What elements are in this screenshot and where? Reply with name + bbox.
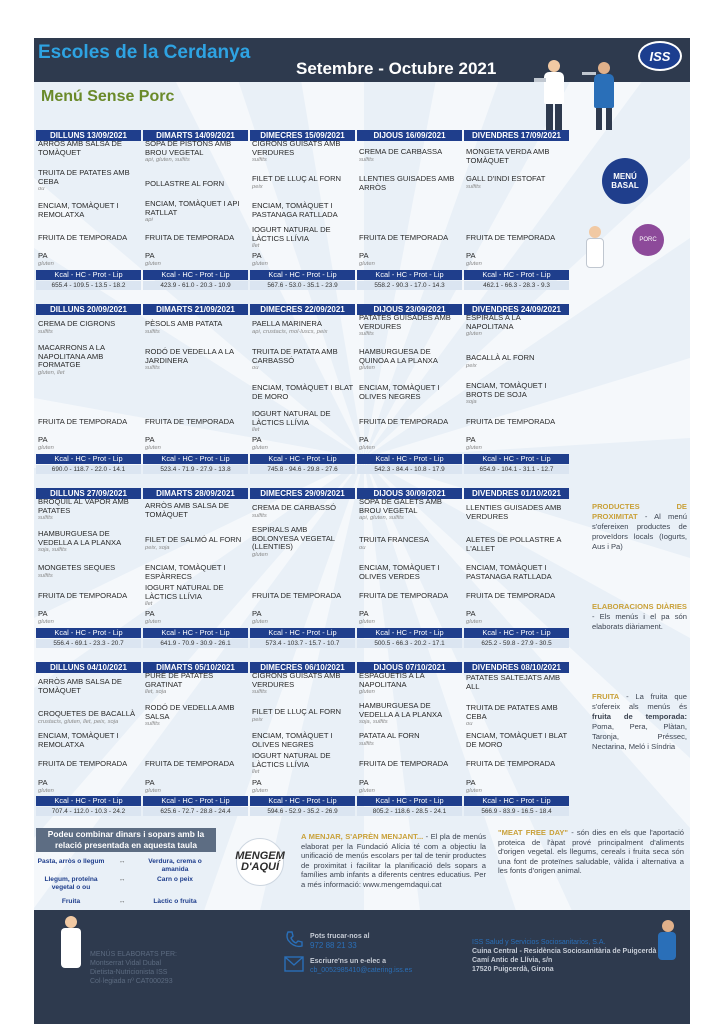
dish: IOGURT NATURAL DE LÀCTICS LLÍVIA llet: [252, 409, 331, 434]
dish: PA gluten: [359, 251, 375, 267]
chef-illustration: [582, 224, 608, 272]
day-header: DIMECRES 22/09/2021: [250, 304, 355, 315]
nutrition-header: Kcal - HC - Prot - Lip: [250, 628, 355, 638]
day-column: [250, 488, 355, 647]
day-header: DIVENDRES 08/10/2021: [464, 662, 569, 673]
dish: FRUITA DE TEMPORADA: [38, 759, 128, 768]
dish: PA gluten: [359, 609, 375, 625]
footer: [34, 910, 690, 1024]
dish: ENCIAM, TOMÀQUET I ESPÀRRECS: [145, 563, 226, 581]
nutrition-header: Kcal - HC - Prot - Lip: [36, 454, 141, 464]
dish: MONGETA VERDA AMB TOMÀQUET: [466, 147, 550, 165]
nutrition-values: 594.6 - 52.9 - 35.2 - 26.9: [250, 807, 355, 816]
dish: PA gluten: [466, 609, 482, 625]
day-column: [464, 130, 569, 289]
nutrition-values: 745.8 - 94.6 - 29.8 - 27.6: [250, 465, 355, 474]
dish: ESPIRALS A LA NAPOLITANA gluten: [466, 313, 521, 338]
nutrition-header: Kcal - HC - Prot - Lip: [250, 454, 355, 464]
dish: TRUITA DE PATATES AMB CEBA ou: [466, 703, 558, 728]
daily-note: ELABORACIONS DIÀRIES - Els menús i el pa són elaborats diàriament.: [592, 602, 687, 631]
day-header: DIJOUS 07/10/2021: [357, 662, 462, 673]
dish: PA gluten: [466, 251, 482, 267]
day-header: DIVENDRES 24/09/2021: [464, 304, 569, 315]
nutrition-values: 462.1 - 66.3 - 28.3 - 9.3: [464, 281, 569, 290]
nutrition-values: 523.4 - 71.9 - 27.9 - 13.8: [143, 465, 248, 474]
dish: CREMA DE CARBASSA sulfits: [359, 147, 443, 163]
day-header: DILLUNS 20/09/2021: [36, 304, 141, 315]
menu-sheet: [34, 38, 690, 1024]
dish: ARRÒS AMB SALSA DE TOMÀQUET: [38, 677, 122, 695]
day-header: DIMARTS 21/09/2021: [143, 304, 248, 315]
dish: PA gluten: [38, 778, 54, 794]
dish: FRUITA DE TEMPORADA: [466, 417, 556, 426]
nutrition-values: 542.3 - 84.4 - 10.8 - 17.9: [357, 465, 462, 474]
nutrition-values: 566.9 - 83.9 - 16.5 - 18.4: [464, 807, 569, 816]
nutrition-header: Kcal - HC - Prot - Lip: [250, 796, 355, 806]
nutrition-header: Kcal - HC - Prot - Lip: [36, 270, 141, 280]
day-column: [250, 130, 355, 289]
nutrition-values: 641.9 - 70.9 - 30.9 - 26.1: [143, 639, 248, 648]
dish: GALL D'INDI ESTOFAT sulfits: [466, 174, 546, 190]
day-column: [357, 304, 462, 473]
dish: ARRÒS AMB SALSA DE TOMÀQUET: [145, 501, 229, 519]
dish: PA gluten: [252, 609, 268, 625]
dish: PATATA AL FORN sulfits: [359, 731, 420, 747]
dish: PA gluten: [466, 435, 482, 451]
dish: FRUITA DE TEMPORADA: [145, 233, 235, 242]
dish: BACALLÀ AL FORN peix: [466, 353, 535, 369]
dish: TRUITA FRANCESA ou: [359, 535, 429, 551]
dish: PATATES SALTEJATS AMB ALL: [466, 673, 561, 691]
dish: ENCIAM, TOMÀQUET I REMOLATXA: [38, 201, 119, 219]
nutrition-header: Kcal - HC - Prot - Lip: [36, 628, 141, 638]
dish: ENCIAM, TOMÀQUET I OLIVES NEGRES: [359, 383, 440, 401]
nutrition-header: Kcal - HC - Prot - Lip: [357, 796, 462, 806]
dish: FRUITA DE TEMPORADA: [359, 759, 449, 768]
dish: CREMA DE CARBASSÓ sulfits: [252, 503, 336, 519]
dish: ENCIAM, TOMÀQUET I BLAT DE MORO: [252, 383, 353, 401]
day-column: [143, 304, 248, 473]
nutrition-values: 655.4 - 109.5 - 13.5 - 18.2: [36, 281, 141, 290]
day-column: [36, 488, 141, 647]
nutrition-values: 625.2 - 59.8 - 27.9 - 30.5: [464, 639, 569, 648]
dish: ENCIAM, TOMÀQUET I BLAT DE MORO: [466, 731, 567, 749]
day-header: DILLUNS 13/09/2021: [36, 130, 141, 141]
dish: PA gluten: [359, 778, 375, 794]
menu-basal-badge: MENÚ BASAL: [602, 158, 648, 204]
dish: SOPA DE PISTONS AMB BROU VEGETAL api, gluten, sulfits: [145, 139, 232, 164]
dish: HAMBURGUESA DE VEDELLA A LA PLANXA soja, sulfits: [359, 701, 443, 726]
dish: RODÓ DE VEDELLA A LA JARDINERA sulfits: [145, 347, 234, 372]
day-header: DILLUNS 04/10/2021: [36, 662, 141, 673]
dish: ESPAGUETIS A LA NAPOLITANA gluten: [359, 671, 425, 696]
day-header: DIMECRES 29/09/2021: [250, 488, 355, 499]
nutrition-values: 654.9 - 104.1 - 31.1 - 12.7: [464, 465, 569, 474]
dish: RODÓ DE VEDELLA AMB SALSA sulfits: [145, 703, 235, 728]
nutrition-header: Kcal - HC - Prot - Lip: [143, 270, 248, 280]
day-header: DIMARTS 14/09/2021: [143, 130, 248, 141]
day-header: DIMARTS 28/09/2021: [143, 488, 248, 499]
dish: FRUITA DE TEMPORADA: [359, 233, 449, 242]
dish: PAELLA MARINERA api, crustacis, mol·luscs, peix: [252, 319, 328, 335]
dish: LLENTIES GUISADES AMB VERDURES: [466, 503, 562, 521]
day-column: [464, 662, 569, 815]
iss-logo: ISS: [638, 41, 682, 71]
email-address[interactable]: cb_0052985410@catering.iss.es: [310, 967, 413, 974]
dish: ENCIAM, TOMÀQUET I PASTANAGA RATLLADA: [252, 201, 338, 219]
double-arrow-icon: ↔: [118, 858, 126, 865]
day-column: [357, 130, 462, 289]
proximity-note: PRODUCTES DE PROXIMITAT - Al menú s'ofereixen productes de proveïdors locals (Iogurts, Aus i Pa): [592, 502, 687, 551]
team-line: Dietista-Nutricionista ISS: [90, 969, 168, 976]
day-header: DIMARTS 05/10/2021: [143, 662, 248, 673]
nutrition-header: Kcal - HC - Prot - Lip: [143, 796, 248, 806]
waiter-illustration: [534, 60, 574, 132]
day-header: DIMECRES 06/10/2021: [250, 662, 355, 673]
company-line: 17520 Puigcerdà, Girona: [472, 966, 554, 973]
day-header: DIVENDRES 01/10/2021: [464, 488, 569, 499]
combination-table: Podeu combinar dinars i sopars amb la relació presentada en aquesta taula Pasta, arròs o llegum ↔ Verdura, crema o amanida Llegum, proteïna vegetal o ou ↔ Carn o peix Fruita ↔ Làctic o fruita: [36, 828, 286, 908]
dish: ARRÒS AMB SALSA DE TOMÀQUET: [38, 139, 122, 157]
menu-period: Setembre - Octubre 2021: [296, 59, 497, 78]
nutrition-header: Kcal - HC - Prot - Lip: [250, 270, 355, 280]
nutrition-values: 500.5 - 66.3 - 20.2 - 17.1: [357, 639, 462, 648]
nutrition-values: 423.9 - 61.0 - 20.3 - 10.9: [143, 281, 248, 290]
dish: PA gluten: [145, 609, 161, 625]
dish: PA gluten: [252, 778, 268, 794]
school-name: Escoles de la Cerdanya: [38, 42, 251, 63]
nutrition-header: Kcal - HC - Prot - Lip: [143, 628, 248, 638]
company-line: Cuina Central - Residència Sociosanitària de Puigcerdà: [472, 948, 657, 955]
nutritionist-illustration: [58, 916, 84, 976]
nutrition-values: 690.0 - 118.7 - 22.0 - 14.1: [36, 465, 141, 474]
team-line: Montserrat Vidal Dubal: [90, 960, 162, 967]
day-column: [250, 662, 355, 815]
dish: FILET DE LLUÇ AL FORN peix: [252, 174, 342, 190]
waitress-illustration: [582, 60, 626, 132]
dish: FRUITA DE TEMPORADA: [466, 591, 556, 600]
dish: ALETES DE POLLASTRE A L'ALLET: [466, 535, 561, 553]
team-line: Col·legiada nº CAT000293: [90, 978, 173, 985]
meat-free-day-note: "MEAT FREE DAY" - són dies en els que l'aportació proteica de l'àpat prové principalment d'aliments d'origen vegetal. els llegums, cereals i fruita seca són una font de proteïnes saludable, vàlida i alternativa a les fonts d'origen animal.: [498, 828, 684, 876]
day-column: [464, 488, 569, 647]
dish: PURÉ DE PATATES GRATINAT llet, soja: [145, 671, 214, 696]
double-arrow-icon: ↔: [118, 876, 126, 883]
dish: CREMA DE CIGRONS sulfits: [38, 319, 116, 335]
dish: TRUITA DE PATATES AMB CEBA ou: [38, 168, 130, 193]
dish: HAMBURGUESA DE VEDELLA A LA PLANXA soja, sulfits: [38, 529, 122, 554]
dish: FRUITA DE TEMPORADA: [359, 417, 449, 426]
nutrition-header: Kcal - HC - Prot - Lip: [143, 454, 248, 464]
dish: IOGURT NATURAL DE LÀCTICS LLÍVIA llet: [145, 583, 224, 608]
company-line: Camí Antic de Llívia, s/n: [472, 957, 553, 964]
day-header: DIVENDRES 17/09/2021: [464, 130, 569, 141]
dish: CROQUETES DE BACALLÀ crustacis, gluten, llet, peix, soja: [38, 709, 136, 725]
dish: FRUITA DE TEMPORADA: [145, 417, 235, 426]
phone-icon: [284, 930, 304, 950]
day-header: DIJOUS 30/09/2021: [357, 488, 462, 499]
nutrition-values: 556.4 - 69.1 - 23.3 - 20.7: [36, 639, 141, 648]
nutrition-header: Kcal - HC - Prot - Lip: [464, 454, 569, 464]
dish: PA gluten: [38, 435, 54, 451]
dish: POLLASTRE AL FORN: [145, 179, 225, 188]
nutrition-header: Kcal - HC - Prot - Lip: [36, 796, 141, 806]
dish: MONGETES SEQUES sulfits: [38, 563, 116, 579]
nutrition-values: 707.4 - 112.0 - 10.3 - 24.2: [36, 807, 141, 816]
dish: FRUITA DE TEMPORADA: [38, 591, 128, 600]
double-arrow-icon: ↔: [118, 898, 126, 905]
mengem-daqui-logo: MENGEM D'AQUÍ: [236, 838, 284, 886]
phone-number[interactable]: 972 88 21 33: [310, 941, 357, 950]
nutrition-values: 805.2 - 118.6 - 28.5 - 24.1: [357, 807, 462, 816]
email-label: Escriure'ns un e-elec a: [310, 958, 386, 965]
dish: ENCIAM, TOMÀQUET I PASTANAGA RATLLADA: [466, 563, 552, 581]
day-column: [36, 304, 141, 473]
dish: FRUITA DE TEMPORADA: [466, 759, 556, 768]
day-column: [143, 488, 248, 647]
dish: ENCIAM, TOMÀQUET I OLIVES NEGRES: [252, 731, 333, 749]
dish: PA gluten: [38, 251, 54, 267]
dish: IOGURT NATURAL DE LÀCTICS LLÍVIA llet: [252, 225, 331, 250]
dish: FRUITA DE TEMPORADA: [252, 591, 342, 600]
day-header: DIJOUS 23/09/2021: [357, 304, 462, 315]
dish: ENCIAM, TOMÀQUET I OLIVES VERDES: [359, 563, 440, 581]
team-line: MENÚS ELABORATS PER:: [90, 951, 178, 958]
dish: ENCIAM, TOMÀQUET I BROTS DE SOJA soja: [466, 381, 547, 406]
dish: FILET DE SALMÓ AL FORN peix, soja: [145, 535, 242, 551]
nutrition-header: Kcal - HC - Prot - Lip: [357, 270, 462, 280]
dish: PÈSOLS AMB PATATA sulfits: [145, 319, 223, 335]
dish: IOGURT NATURAL DE LÀCTICS LLÍVIA llet: [252, 751, 331, 776]
day-header: DIMECRES 15/09/2021: [250, 130, 355, 141]
day-column: [143, 662, 248, 815]
dish: PA gluten: [359, 435, 375, 451]
fruit-note: FRUITA - La fruita que s'ofereix als menús és fruita de temporada: Poma, Pera, Plàtan, Taronja, Préssec, Nectarina, Meló i Síndria: [592, 692, 687, 751]
nutrition-values: 625.6 - 72.7 - 28.8 - 24.4: [143, 807, 248, 816]
day-column: [357, 662, 462, 815]
dish: MACARRONS A LA NAPOLITANA AMB FORMATGE gluten, llet: [38, 343, 105, 376]
dish: FRUITA DE TEMPORADA: [359, 591, 449, 600]
learn-eating-note: A MENJAR, S'APRÈN MENJANT... - El pla de menús elaborat per la Fundació Alícia té com a objectiu la unificació de menús escolars per tal de tenir productes de proximitat i facilitar la planificació dels sopars a famílies amb infants a diferents centres educatius. Per a més informació: www.mengemdaqui.cat: [301, 832, 486, 889]
dish: PA gluten: [38, 609, 54, 625]
nutrition-header: Kcal - HC - Prot - Lip: [464, 628, 569, 638]
nutrition-header: Kcal - HC - Prot - Lip: [357, 628, 462, 638]
day-column: [143, 130, 248, 289]
dish: PA gluten: [145, 778, 161, 794]
dish: LLENTIES GUISADES AMB ARRÒS: [359, 174, 455, 192]
dish: FRUITA DE TEMPORADA: [145, 759, 235, 768]
call-label: Pots trucar-nos al: [310, 933, 370, 940]
no-pork-badge: PORC: [632, 224, 664, 256]
dish: PA gluten: [145, 435, 161, 451]
dish: PA gluten: [145, 251, 161, 267]
mail-icon: [284, 956, 304, 972]
dish: FRUITA DE TEMPORADA: [466, 233, 556, 242]
day-column: [250, 304, 355, 473]
nutrition-values: 558.2 - 90.3 - 17.0 - 14.3: [357, 281, 462, 290]
dish: CIGRONS GUISATS AMB VERDURES sulfits: [252, 671, 341, 696]
dish: FILET DE LLUÇ AL FORN peix: [252, 707, 342, 723]
dish: ESPIRALS AMB BOLONYESA VEGETAL (LLENTIES) gluten: [252, 525, 335, 558]
dish: SOPA DE GALETS AMB BROU VEGETAL api, gluten, sulfits: [359, 497, 442, 522]
dish: ENCIAM, TOMÀQUET I API RATLLAT api: [145, 199, 240, 224]
nutrition-header: Kcal - HC - Prot - Lip: [464, 270, 569, 280]
day-header: DILLUNS 27/09/2021: [36, 488, 141, 499]
company-line: ISS Salud y Servicios Sociosanitarios, S.A.: [472, 939, 606, 946]
menu-title: Menú Sense Porc: [41, 88, 175, 105]
day-column: [36, 130, 141, 289]
dish: PA gluten: [466, 778, 482, 794]
dish: CIGRONS GUISATS AMB VERDURES sulfits: [252, 139, 341, 164]
dish: FRUITA DE TEMPORADA: [38, 417, 128, 426]
nutrition-header: Kcal - HC - Prot - Lip: [464, 796, 569, 806]
dish: HAMBURGUESA DE QUINOA A LA PLANXA gluten: [359, 347, 438, 372]
dish: TRUITA DE PATATA AMB CARBASSÓ ou: [252, 347, 338, 372]
combination-title: Podeu combinar dinars i sopars amb la relació presentada en aquesta taula: [36, 828, 216, 852]
day-column: [464, 304, 569, 473]
dish: PA gluten: [252, 251, 268, 267]
nutrition-values: 573.4 - 103.7 - 15.7 - 10.7: [250, 639, 355, 648]
dish: BRÒQUIL AL VAPOR AMB PATATES sulfits: [38, 497, 129, 522]
nutrition-values: 567.6 - 53.0 - 35.1 - 23.9: [250, 281, 355, 290]
dish: ENCIAM, TOMÀQUET I REMOLATXA: [38, 731, 119, 749]
day-header: DIJOUS 16/09/2021: [357, 130, 462, 141]
dish: FRUITA DE TEMPORADA: [38, 233, 128, 242]
dish: PATATES GUISADES AMB VERDURES sulfits: [359, 313, 451, 338]
nutrition-header: Kcal - HC - Prot - Lip: [357, 454, 462, 464]
day-column: [357, 488, 462, 647]
dish: PA gluten: [252, 435, 268, 451]
chef-walking-illustration: [652, 920, 682, 982]
day-column: [36, 662, 141, 815]
